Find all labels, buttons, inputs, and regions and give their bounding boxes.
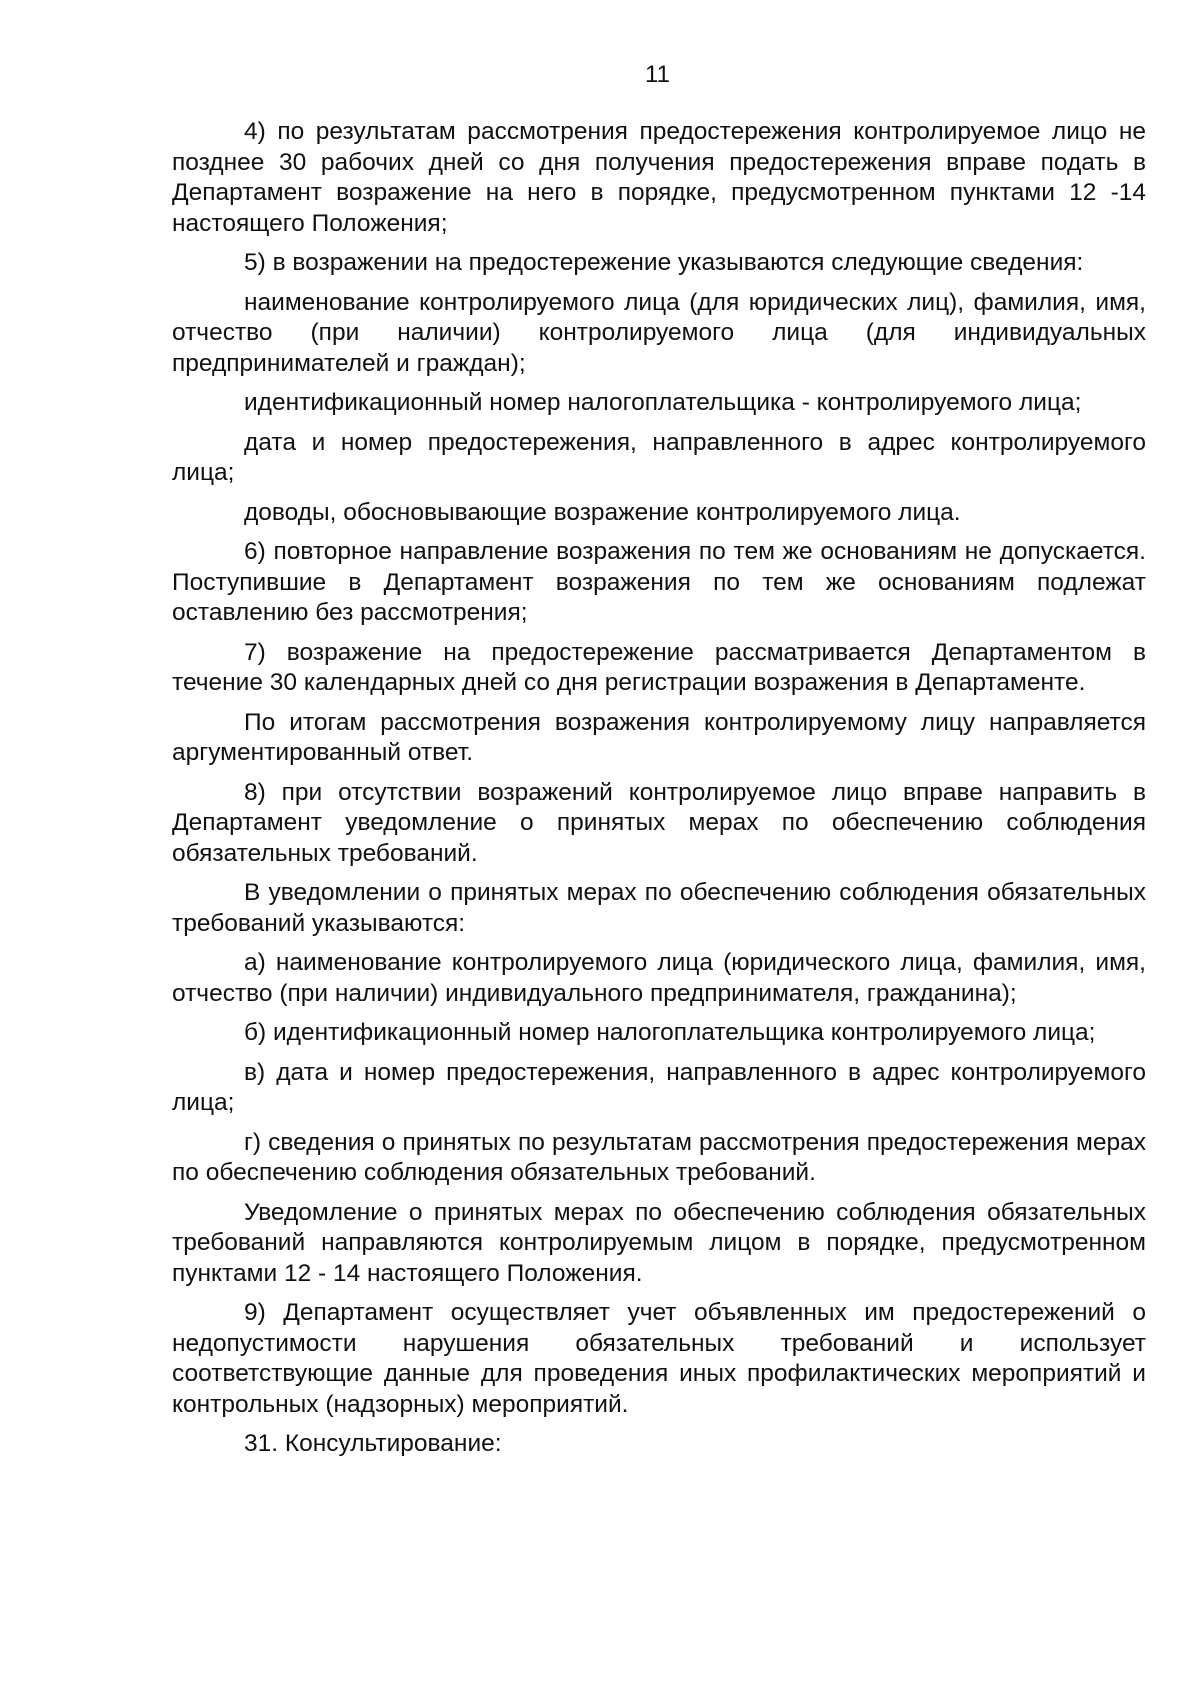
paragraph-item-4: 4) по результатам рассмотрения предостережения контролируемое лицо не позднее 30 рабочих дней со дня получения предостережения вправе подать в Департамент возражение на него в порядке, предусмотренном пунктами 12 -14 настоящего Положения;	[172, 118, 1146, 237]
paragraph-item-6: 6) повторное направление возражения по тем же основаниям не допускается. Поступившие в Департамент возражения по тем же основаниям подлежат оставлению без рассмотрения;	[172, 538, 1146, 626]
paragraph-item-7: 7) возражение на предостережение рассматривается Департаментом в течение 30 календарных дней со дня регистрации возражения в Департаменте.	[172, 638, 1146, 696]
document-body	[172, 117, 1146, 1469]
paragraph-item-8-v: в) дата и номер предостережения, направленного в адрес контролируемого лица;	[172, 1058, 1146, 1116]
paragraph-item-9: 9) Департамент осуществляет учет объявленных им предостережений о недопустимости нарушения обязательных требований и использует соответствующие данные для проведения иных профилактических мероприятий и контрольных (надзорных) мероприятий.	[172, 1299, 1146, 1418]
paragraph-item-8-b: б) идентификационный номер налогоплательщика контролируемого лица;	[244, 1019, 1096, 1046]
paragraph-item-5-arguments: доводы, обосновывающие возражение контролируемого лица.	[244, 498, 961, 526]
paragraph-item-5-inn: идентификационный номер налогоплательщика - контролируемого лица;	[244, 389, 1082, 416]
section-heading-consulting: 31. Консультирование:	[244, 1430, 502, 1457]
paragraph-item-8-sending: Уведомление о принятых мерах по обеспечению соблюдения обязательных требований направляются контролируемым лицом в порядке, предусмотренном пунктами 12 - 14 настоящего Положения.	[172, 1198, 1146, 1287]
paragraph-item-8-notice: В уведомлении о принятых мерах по обеспечению соблюдения обязательных требований указываются:	[172, 879, 1146, 937]
paragraph-item-8-a: а) наименование контролируемого лица (юридического лица, фамилия, имя, отчество (при наличии) индивидуального предпринимателя, гражданина);	[172, 949, 1146, 1007]
paragraph-item-7-result: По итогам рассмотрения возражения контролируемому лицу направляется аргументированный ответ.	[172, 708, 1146, 766]
paragraph-item-5: 5) в возражении на предостережение указываются следующие сведения:	[244, 249, 1084, 276]
paragraph-item-5-name: наименование контролируемого лица (для юридических лиц), фамилия, имя, отчество (при наличии) контролируемого лица (для индивидуальных предпринимателей и граждан);	[172, 288, 1146, 377]
paragraph-item-5-date-number: дата и номер предостережения, направленного в адрес контролируемого лица;	[172, 428, 1146, 486]
page-number: 11	[645, 61, 670, 88]
paragraph-item-8-g: г) сведения о принятых по результатам рассмотрения предостережения мерах по обеспечению соблюдения обязательных требований.	[172, 1128, 1146, 1186]
paragraph-item-8: 8) при отсутствии возражений контролируемое лицо вправе направить в Департамент уведомление о принятых мерах по обеспечению соблюдения обязательных требований.	[172, 778, 1146, 867]
